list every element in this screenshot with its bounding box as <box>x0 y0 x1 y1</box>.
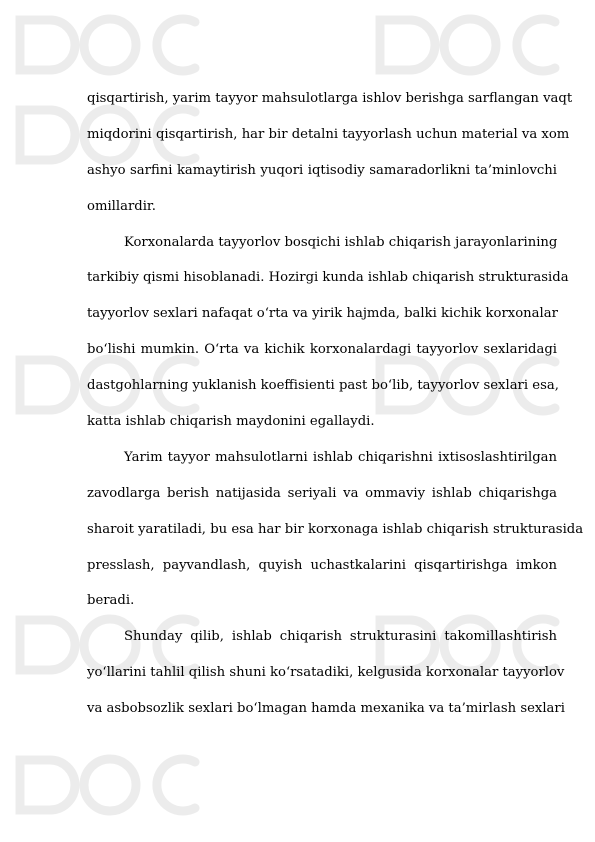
text-line: sharoit yaratiladi, bu esa har bir korxonaga ishlab chiqarish strukturasida <box>87 521 584 537</box>
document-body <box>87 89 584 735</box>
text-line: yo‘llarini tahlil qilish shuni ko‘rsatadiki, kelgusida korxonalar tayyorlov <box>87 665 565 681</box>
text-line: tayyorlov sexlari nafaqat o‘rta va yirik hajmda, balki kichik korxonalar <box>87 306 558 322</box>
text-line: qisqartirish, yarim tayyor mahsulotlarga ishlov berishga sarflangan vaqt <box>87 91 573 106</box>
text-line: presslash, payvandlash, quyish uchastkalarini qisqartirishga imkon <box>87 557 557 573</box>
text-line: tarkibiy qismi hisoblanadi. Hozirgi kunda ishlab chiqarish strukturasida <box>87 270 569 286</box>
text-line: miqdorini qisqartirish, har bir detalni tayyorlash uchun material va xom <box>87 126 570 142</box>
text-line: zavodlarga berish natijasida seriyali va ommaviy ishlab chiqarishga <box>87 485 557 501</box>
text-line: beradi. <box>87 593 135 609</box>
text-line: bo‘lishi mumkin. O‘rta va kichik korxonalardagi tayyorlov sexlaridagi <box>87 342 557 358</box>
text-line: va asbobsozlik sexlari bo‘lmagan hamda mexanika va ta’mirlash sexlari <box>87 701 565 717</box>
paragraph-first-line: Yarim tayyor mahsulotlarni ishlab chiqarishni ixtisoslashtirilgan <box>124 449 557 465</box>
paragraph-first-line: Shunday qilib, ishlab chiqarish strukturasini takomillashtirish <box>124 629 557 645</box>
text-line: ashyo sarfini kamaytirish yuqori iqtisodiy samaradorlikni ta’minlovchi <box>87 162 557 178</box>
text-line: omillardir. <box>87 198 156 214</box>
text-line: katta ishlab chiqarish maydonini egallaydi. <box>87 414 375 430</box>
paragraph-first-line: Korxonalarda tayyorlov bosqichi ishlab chiqarish jarayonlarining <box>124 234 558 250</box>
text-line: dastgohlarning yuklanish koeffisienti past bo‘lib, tayyorlov sexlari esa, <box>87 378 559 394</box>
